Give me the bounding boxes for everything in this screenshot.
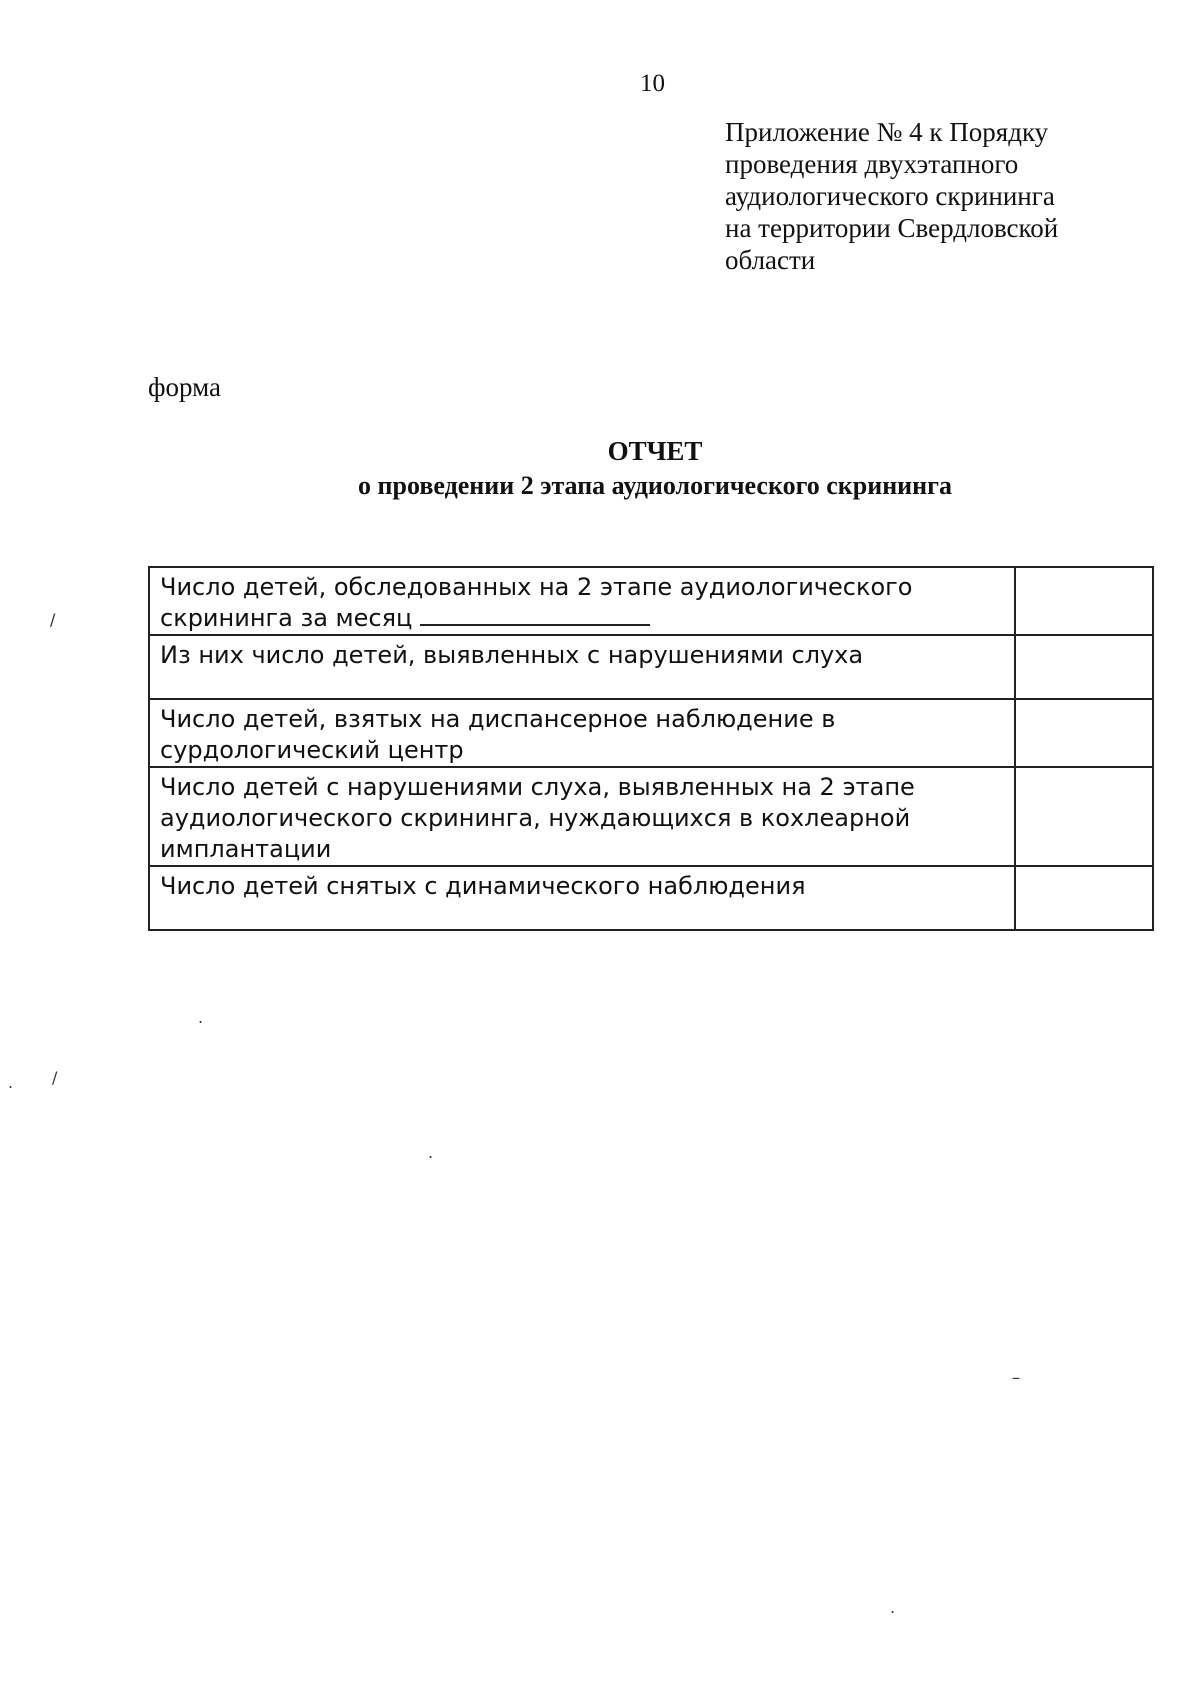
appendix-line: проведения двухэтапного (725, 149, 1019, 179)
scan-artifact-mark: / (50, 610, 56, 629)
appendix-line: области (725, 245, 816, 275)
row-label: Число детей, обследованных на 2 этапе аудиологического скрининга за месяц (160, 573, 913, 632)
row-label-cell (149, 767, 1015, 866)
row-label-cell (149, 699, 1015, 767)
table-row (149, 866, 1153, 930)
appendix-line: на территории Свердловской (725, 213, 1059, 243)
month-blank-line (420, 604, 650, 626)
row-value-cell[interactable] (1015, 767, 1153, 866)
row-label: Из них число детей, выявленных с нарушениями слуха (160, 641, 864, 669)
row-label: Число детей с нарушениями слуха, выявленных на 2 этапе аудиологического скрининга, нуждающихся в кохлеарной имплантации (160, 773, 915, 863)
row-label-cell (149, 635, 1015, 699)
report-title: ОТЧЕТ (607, 436, 703, 466)
table-row (149, 635, 1153, 699)
appendix-reference (725, 116, 1145, 276)
appendix-line: Приложение № 4 к Порядку (725, 117, 1049, 147)
row-label-cell (149, 567, 1015, 635)
page-number: 10 (640, 70, 665, 97)
scan-artifact-dot: . (890, 1598, 896, 1617)
row-value-cell[interactable] (1015, 866, 1153, 930)
table-row (149, 567, 1153, 635)
report-table (148, 566, 1154, 931)
form-label: форма (148, 372, 221, 402)
row-label-cell (149, 866, 1015, 930)
row-value-cell[interactable] (1015, 699, 1153, 767)
appendix-line: аудиологического скрининга (725, 181, 1055, 211)
row-value-cell[interactable] (1015, 567, 1153, 635)
report-subtitle: о проведении 2 этапа аудиологического скрининга (358, 471, 952, 500)
row-label: Число детей снятых с динамического наблюдения (160, 872, 806, 900)
scan-artifact-dot: . (428, 1143, 434, 1162)
table-row (149, 767, 1153, 866)
table-row (149, 699, 1153, 767)
scan-artifact-mark: / (52, 1068, 58, 1087)
row-value-cell[interactable] (1015, 635, 1153, 699)
scan-artifact-dot: . (198, 1008, 204, 1027)
scan-artifact-dash: – (1012, 1368, 1020, 1387)
scan-artifact-dot: . (8, 1073, 14, 1092)
row-label: Число детей, взятых на диспансерное наблюдение в сурдологический центр (160, 705, 836, 764)
